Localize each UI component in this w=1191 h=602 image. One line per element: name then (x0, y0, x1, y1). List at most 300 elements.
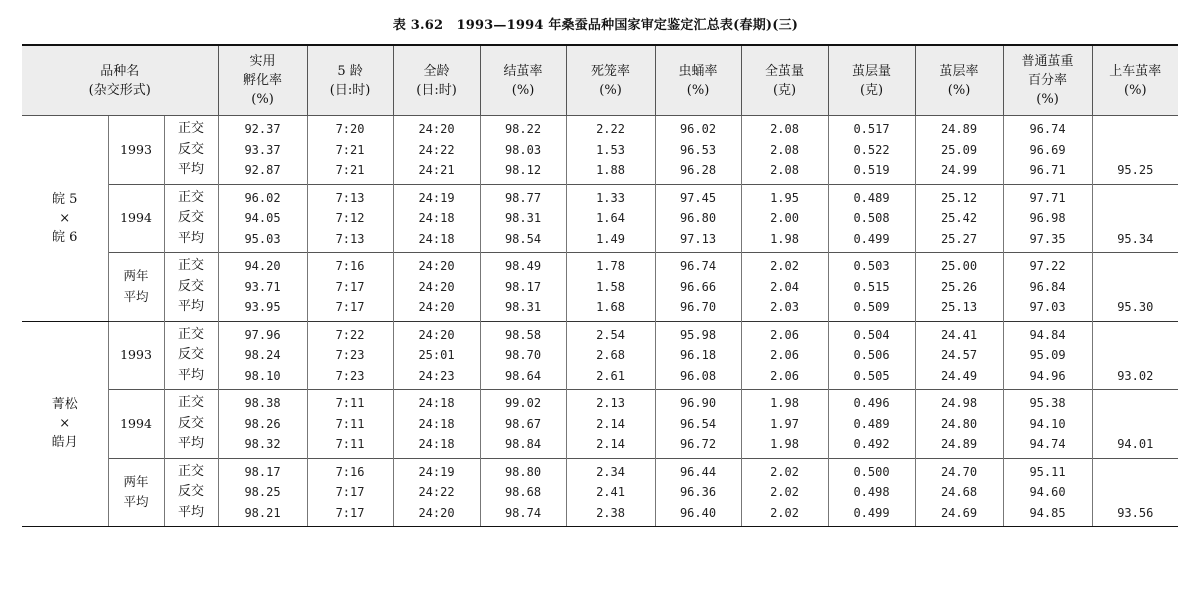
value: 94.85 (1029, 505, 1066, 520)
value-cell (393, 116, 480, 185)
value: 24.99 (940, 163, 978, 177)
value: 2.13 (596, 396, 625, 410)
header-line: 结茧率 (503, 63, 543, 79)
value-cell (480, 116, 566, 185)
value-cell (741, 253, 828, 322)
value-cell (655, 116, 741, 185)
value-cell (218, 458, 307, 527)
value: 98.25 (244, 485, 281, 499)
value: 96.70 (679, 300, 717, 314)
value: 0.505 (853, 368, 890, 383)
value: 7:17 (335, 300, 365, 314)
cross-type-cell (164, 253, 218, 322)
value: 24.57 (940, 348, 978, 362)
value: 99.02 (504, 396, 542, 410)
header-line: 上车茧率 (1109, 63, 1162, 79)
column-header (655, 45, 741, 116)
column-header (218, 45, 307, 116)
value-cell (480, 390, 566, 459)
value: 25.09 (940, 142, 978, 157)
hybrid-name-line: 菁松 (51, 397, 78, 413)
value: 25.00 (940, 259, 978, 273)
value: 0.489 (853, 190, 890, 205)
value: 98.54 (504, 231, 542, 246)
value-cell (307, 390, 393, 459)
table-row (22, 390, 1178, 459)
cross-type-label: 反交 (178, 415, 205, 431)
value-cell (566, 253, 655, 322)
value: 98.77 (504, 190, 542, 205)
value: 97.71 (1029, 190, 1066, 205)
column-header (566, 45, 655, 116)
value: 98.24 (244, 348, 281, 362)
value: 96.90 (679, 396, 717, 410)
value: 96.02 (679, 122, 717, 136)
value-cell (915, 253, 1003, 322)
value: 2.38 (596, 505, 625, 520)
value-cell (307, 184, 393, 253)
year-line: 两年 (123, 473, 149, 489)
value: 96.53 (679, 142, 717, 157)
value: 1.53 (596, 142, 625, 157)
column-header (915, 45, 1003, 116)
cross-type-cell (164, 184, 218, 253)
value: 7:17 (335, 485, 365, 499)
value: 7:11 (335, 437, 365, 451)
cross-type-cell (164, 321, 218, 390)
value: 94.60 (1029, 485, 1066, 499)
year-cell (108, 253, 164, 322)
value: 1.97 (770, 416, 799, 431)
value-cell (828, 116, 915, 185)
hybrid-name-line: × (59, 210, 71, 226)
value: 0.489 (853, 416, 890, 431)
value: 96.84 (1029, 279, 1066, 294)
value: 95.98 (679, 327, 717, 342)
value: 0.508 (853, 211, 890, 225)
value-cell (1003, 184, 1092, 253)
value-cell (218, 116, 307, 185)
value: 96.80 (679, 211, 717, 225)
cross-type-cell (164, 458, 218, 527)
value: 98.70 (504, 348, 542, 362)
value: 7:13 (335, 231, 365, 246)
header-line: 实用 (249, 54, 276, 69)
value: 7:16 (335, 464, 365, 479)
header-line: (%) (1036, 92, 1059, 107)
value: 98.26 (244, 416, 281, 431)
year-cell (108, 321, 164, 390)
value: 2.08 (770, 142, 799, 157)
header-line: (日:时) (416, 82, 457, 98)
column-header (480, 45, 566, 116)
value: 96.69 (1029, 142, 1066, 157)
value-cell (828, 321, 915, 390)
value-cell (480, 458, 566, 527)
value: 7:11 (335, 396, 365, 410)
header-line: (%) (511, 82, 535, 98)
header-line: (%) (947, 82, 971, 98)
header-line: 虫蛹率 (678, 63, 718, 79)
year-cell (108, 390, 164, 459)
value: 7:13 (335, 190, 365, 205)
value: 7:23 (335, 368, 365, 383)
value: 2.61 (596, 368, 625, 383)
header-line: (%) (251, 92, 274, 107)
value: 1.98 (770, 437, 799, 451)
value: 98.32 (244, 437, 281, 451)
value: 2.06 (770, 368, 799, 383)
value: 24.41 (940, 327, 978, 342)
value-cell (566, 116, 655, 185)
value-cell (915, 390, 1003, 459)
value: 98.12 (504, 163, 542, 177)
value: 25.27 (940, 231, 978, 246)
cross-type-label: 反交 (178, 278, 205, 294)
header-line: (日:时) (329, 82, 371, 98)
value: 2.22 (596, 122, 625, 136)
header-line: 全茧量 (765, 63, 805, 79)
column-header (828, 45, 915, 116)
value-cell (1003, 458, 1092, 527)
value-cell (393, 390, 480, 459)
value: 25.12 (940, 190, 978, 205)
hybrid-name-line: × (59, 416, 71, 432)
value: 97.35 (1029, 231, 1066, 246)
header-line: 孵化率 (243, 73, 283, 88)
hybrid-name-line: 皖 5 (52, 191, 78, 207)
value-cell (915, 458, 1003, 527)
cross-type-label: 正交 (178, 326, 205, 342)
value: 25.26 (940, 279, 978, 294)
hybrid-name-cell (22, 321, 108, 527)
value-cell (307, 253, 393, 322)
hybrid-name-line: 皖 6 (52, 229, 78, 245)
value-cell (480, 184, 566, 253)
value-cell (828, 253, 915, 322)
value: 2.02 (770, 259, 799, 273)
value: 92.87 (244, 163, 281, 177)
value: 95.03 (244, 231, 281, 246)
value: 94.20 (244, 259, 281, 273)
column-header (1092, 45, 1178, 116)
value: 7:23 (335, 348, 365, 362)
value: 1.64 (596, 211, 625, 225)
value: 7:20 (335, 122, 365, 136)
value: 7:17 (335, 505, 365, 520)
value: 98.03 (504, 142, 542, 157)
table-row (22, 253, 1178, 322)
value-cell (1003, 253, 1092, 322)
header-line: (%) (686, 82, 710, 98)
value: 25:01 (418, 348, 455, 362)
value: 98.10 (244, 368, 281, 383)
reeling-rate-cell: 94.01 (1092, 390, 1178, 459)
year-cell (108, 184, 164, 253)
value: 0.506 (853, 348, 890, 362)
value-cell (1003, 116, 1092, 185)
value: 96.18 (679, 348, 717, 362)
value: 2.02 (770, 485, 799, 499)
value: 0.496 (853, 396, 890, 410)
value-cell (655, 184, 741, 253)
value: 1.88 (596, 163, 625, 177)
cross-type-label: 反交 (178, 210, 205, 225)
value: 24:18 (418, 211, 455, 225)
value-cell (566, 390, 655, 459)
value: 0.515 (853, 279, 890, 294)
value: 2.00 (770, 211, 799, 225)
table-row (22, 458, 1178, 527)
value: 24:18 (418, 437, 455, 451)
cross-type-label: 反交 (178, 141, 205, 157)
year-line: 1994 (120, 415, 152, 431)
value: 0.499 (853, 231, 890, 246)
value: 94.96 (1029, 368, 1066, 383)
value: 98.17 (244, 464, 281, 479)
value-cell (566, 184, 655, 253)
column-header (393, 45, 480, 116)
value: 93.71 (244, 279, 281, 294)
value-cell (741, 184, 828, 253)
header-line: 百分率 (1028, 73, 1068, 88)
year-line: 平均 (123, 494, 149, 510)
value: 0.509 (853, 300, 890, 314)
cross-type-label: 平均 (178, 299, 205, 314)
cross-type-cell (164, 390, 218, 459)
cross-type-label: 正交 (178, 121, 205, 136)
value-cell (741, 116, 828, 185)
value-cell (1003, 321, 1092, 390)
value-cell (655, 390, 741, 459)
value: 94.05 (244, 211, 281, 225)
hybrid-name-line: 皓月 (51, 435, 78, 451)
value: 2.34 (596, 464, 625, 479)
value-cell (828, 390, 915, 459)
year-line: 两年 (123, 268, 149, 284)
value: 98.74 (504, 505, 542, 520)
value-cell (218, 184, 307, 253)
value: 93.37 (244, 142, 281, 157)
header-line: 茧层率 (939, 63, 979, 79)
value: 7:21 (335, 142, 365, 157)
value: 97.13 (679, 231, 717, 246)
value: 24:22 (418, 485, 455, 499)
value: 94.74 (1029, 437, 1066, 451)
value-cell (393, 321, 480, 390)
value-cell (480, 253, 566, 322)
cross-type-label: 正交 (178, 258, 205, 273)
value: 98.80 (504, 464, 542, 479)
value: 2.14 (596, 437, 625, 451)
cross-type-label: 正交 (178, 463, 205, 479)
value: 2.68 (596, 348, 625, 362)
value: 24.68 (940, 485, 978, 499)
value: 96.98 (1029, 211, 1066, 225)
header-line: 5 龄 (337, 63, 363, 79)
value: 2.03 (770, 300, 799, 314)
value: 24:19 (418, 464, 455, 479)
value: 96.36 (679, 485, 717, 499)
year-line: 平均 (123, 288, 149, 304)
table-body (22, 116, 1178, 527)
value: 96.74 (679, 259, 717, 273)
value: 98.84 (504, 437, 542, 451)
value: 96.44 (679, 464, 717, 479)
table-caption: 表 3.62 1993—1994 年桑蚕品种国家审定鉴定汇总表(春期)(三) (392, 18, 799, 33)
cross-type-label: 正交 (178, 395, 205, 410)
value: 24:18 (418, 416, 455, 431)
column-header (22, 45, 218, 116)
value: 24:19 (418, 190, 455, 205)
value: 96.71 (1029, 163, 1066, 177)
value: 98.58 (504, 327, 542, 342)
value: 0.498 (853, 485, 890, 499)
cross-type-cell (164, 116, 218, 185)
value: 93.95 (244, 300, 281, 314)
value: 98.49 (504, 259, 542, 273)
value: 24:23 (418, 368, 455, 383)
value: 7:21 (335, 163, 365, 177)
value: 24:20 (418, 279, 455, 294)
value: 2.04 (770, 279, 799, 294)
value: 96.54 (679, 416, 717, 431)
value: 24:20 (418, 300, 455, 314)
value: 97.03 (1029, 300, 1066, 314)
value-cell (480, 321, 566, 390)
value-cell (741, 458, 828, 527)
value-cell (828, 458, 915, 527)
value-cell (655, 458, 741, 527)
value: 1.68 (596, 300, 625, 314)
value: 24:20 (418, 505, 455, 520)
value: 98.31 (504, 300, 542, 314)
value-cell (393, 458, 480, 527)
header-line: 死笼率 (591, 63, 631, 79)
value-cell (741, 390, 828, 459)
value: 97.96 (244, 327, 281, 342)
value: 98.64 (504, 368, 542, 383)
value-cell (218, 321, 307, 390)
value: 24.98 (940, 396, 978, 410)
header-line: (%) (599, 82, 622, 98)
value-cell (1003, 390, 1092, 459)
cross-type-label: 反交 (178, 347, 205, 362)
header-row (22, 45, 1178, 116)
year-cell (108, 458, 164, 527)
header-line: 茧层量 (852, 63, 892, 79)
year-line: 1994 (120, 210, 152, 225)
value-cell (655, 253, 741, 322)
value: 98.68 (504, 485, 542, 499)
value: 1.98 (770, 231, 799, 246)
value-cell (741, 321, 828, 390)
value: 24:20 (418, 327, 455, 342)
column-header (741, 45, 828, 116)
value: 97.22 (1029, 259, 1066, 273)
header-line: 品种名 (100, 63, 140, 79)
value: 2.02 (770, 505, 799, 520)
value: 1.98 (770, 396, 799, 410)
value: 24:22 (418, 142, 455, 157)
table-row (22, 184, 1178, 253)
hybrid-name-cell (22, 116, 108, 322)
table-row (22, 116, 1178, 185)
value-cell (393, 184, 480, 253)
value: 2.14 (596, 416, 625, 431)
value: 1.78 (596, 259, 625, 273)
cross-type-label: 平均 (178, 162, 205, 177)
value: 1.58 (596, 279, 625, 294)
value: 24:18 (418, 396, 455, 410)
value: 0.503 (853, 259, 890, 273)
value: 94.10 (1029, 416, 1066, 431)
column-header (1003, 45, 1092, 116)
value: 96.40 (679, 505, 717, 520)
value: 7:16 (335, 259, 365, 273)
value: 0.517 (853, 122, 890, 136)
value: 24:20 (418, 122, 455, 136)
value: 24.49 (940, 368, 978, 383)
value: 2.41 (596, 485, 625, 499)
value: 98.67 (504, 416, 542, 431)
value: 95.11 (1029, 464, 1066, 479)
value: 96.74 (1029, 122, 1066, 136)
value: 25.42 (940, 211, 978, 225)
header-line: 普通茧重 (1021, 54, 1074, 69)
value: 97.45 (679, 190, 717, 205)
value: 0.519 (853, 163, 890, 177)
cross-type-label: 正交 (178, 189, 205, 205)
value: 98.21 (244, 505, 281, 520)
value: 7:12 (335, 211, 365, 225)
value: 24.89 (940, 437, 978, 451)
value: 2.54 (596, 327, 625, 342)
header-line: (杂交形式) (88, 82, 151, 98)
value: 0.522 (853, 142, 890, 157)
cross-type-label: 平均 (178, 504, 205, 520)
value: 2.08 (770, 122, 799, 136)
value: 0.500 (853, 464, 890, 479)
value: 95.38 (1029, 396, 1066, 410)
value: 98.22 (504, 122, 542, 136)
value: 7:17 (335, 279, 365, 294)
header-line: (克) (772, 82, 797, 98)
value-cell (566, 458, 655, 527)
header-line: (克) (859, 82, 884, 98)
value: 2.06 (770, 348, 799, 362)
value-cell (218, 390, 307, 459)
value-cell (915, 184, 1003, 253)
year-cell (108, 116, 164, 185)
value: 1.33 (596, 190, 625, 205)
value: 96.08 (679, 368, 717, 383)
cross-type-label: 平均 (178, 436, 205, 451)
value: 24:21 (418, 163, 455, 177)
cross-type-label: 反交 (178, 484, 205, 499)
cross-type-label: 平均 (178, 230, 205, 246)
value-cell (307, 458, 393, 527)
value: 24:18 (418, 231, 455, 246)
value: 7:22 (335, 327, 365, 342)
value: 2.02 (770, 464, 799, 479)
year-line: 1993 (120, 347, 152, 362)
value: 25.13 (940, 300, 978, 314)
value-cell (915, 116, 1003, 185)
reeling-rate-cell: 95.34 (1092, 184, 1178, 253)
value-cell (915, 321, 1003, 390)
value: 24:20 (418, 259, 455, 273)
